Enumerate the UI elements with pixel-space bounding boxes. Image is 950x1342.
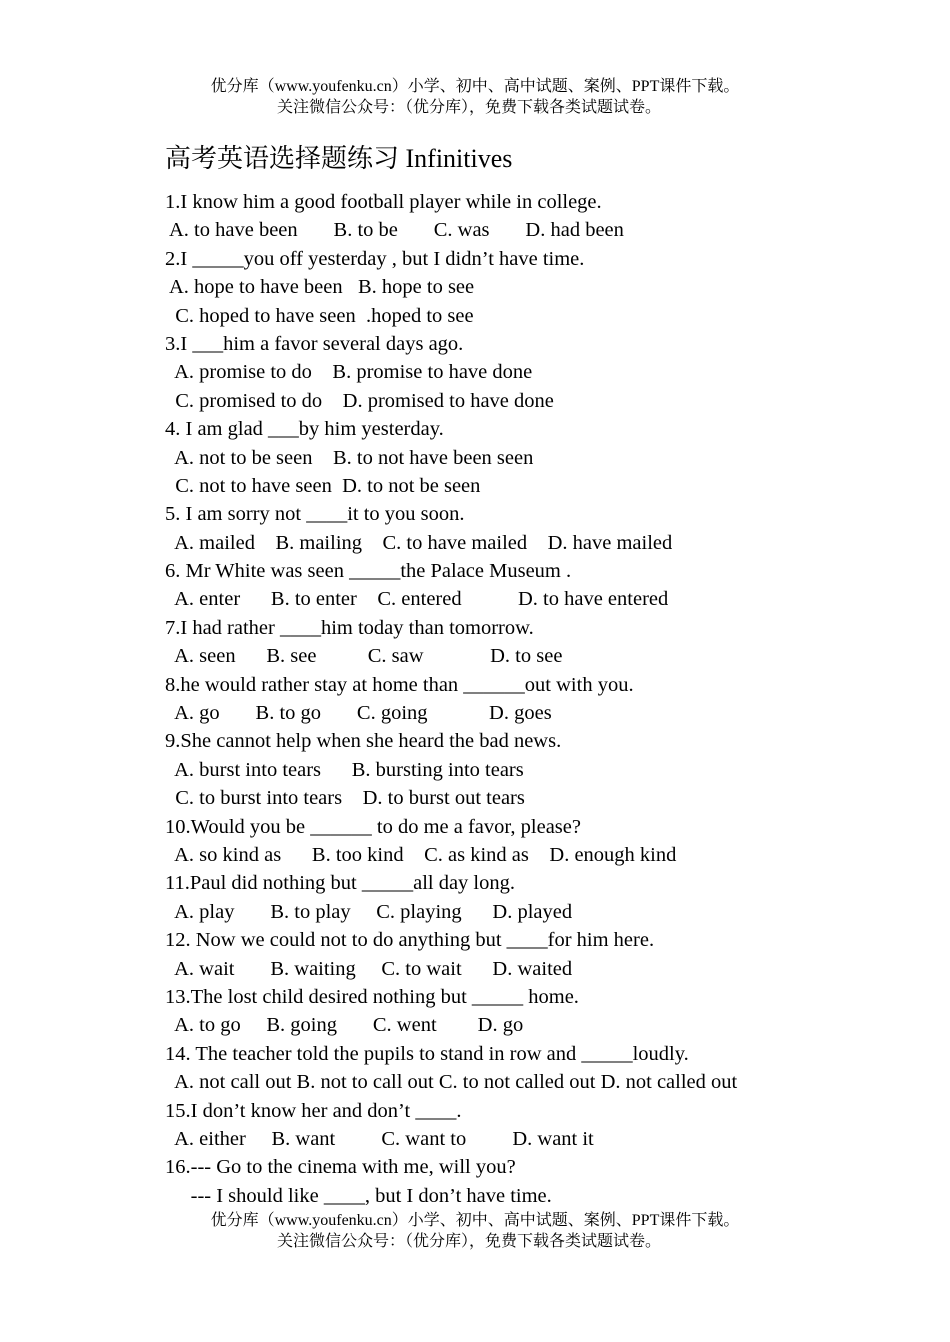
options-9b: C. to burst into tears D. to burst out tears <box>165 787 525 810</box>
options-3b: C. promised to do D. promised to have done <box>165 389 554 412</box>
options-10: A. so kind as B. too kind C. as kind as D. enough kind <box>165 843 677 866</box>
question-13: 13.The lost child desired nothing but _____ home. <box>165 985 579 1008</box>
options-6: A. enter B. to enter C. entered D. to have entered <box>165 588 669 611</box>
question-3: 3.I ___him a favor several days ago. <box>165 332 464 355</box>
question-2: 2.I _____you off yesterday , but I didn’t have time. <box>165 247 585 270</box>
options-14: A. not call out B. not to call out C. to not called out D. not called out <box>165 1071 738 1094</box>
question-8: 8.he would rather stay at home than ______out with you. <box>165 673 634 696</box>
options-2b: C. hoped to have seen .hoped to see <box>165 304 474 327</box>
question-1: 1.I know him a good football player while in college. <box>165 191 602 213</box>
question-16: 16.--- Go to the cinema with me, will you? <box>165 1156 516 1179</box>
header-line-2: 关注微信公众号：（优分库），免费下载各类试题试卷。 <box>276 99 661 116</box>
page-header <box>0 76 950 118</box>
options-12: A. wait B. waiting C. to wait D. waited <box>165 957 573 980</box>
options-1: A. to have been B. to be C. was D. had been <box>165 219 624 242</box>
question-12: 12. Now we could not to do anything but ____for him here. <box>165 929 655 952</box>
document-title: 高考英语选择题练习 Infinitives <box>165 144 513 173</box>
options-15: A. either B. want C. want to D. want it <box>165 1127 594 1150</box>
question-6: 6. Mr White was seen _____the Palace Museum . <box>165 560 572 583</box>
options-8: A. go B. to go C. going D. goes <box>165 702 552 725</box>
question-16-reply: --- I should like ____, but I don’t have time. <box>165 1184 552 1207</box>
options-11: A. play B. to play C. playing D. played <box>165 900 573 923</box>
options-5: A. mailed B. mailing C. to have mailed D. have mailed <box>165 531 673 554</box>
question-7: 7.I had rather ____him today than tomorrow. <box>165 616 534 639</box>
options-4b: C. not to have seen D. to not be seen <box>165 474 481 497</box>
options-7: A. seen B. see C. saw D. to see <box>165 645 563 668</box>
footer-line-1: 优分库（www.youfenku.cn）小学、初中、高中试题、案例、PPT课件下载。 <box>210 1212 740 1229</box>
question-15: 15.I don’t know her and don’t ____. <box>165 1099 462 1122</box>
question-11: 11.Paul did nothing but _____all day long. <box>165 872 516 895</box>
options-13: A. to go B. going C. went D. go <box>165 1014 524 1037</box>
exercise-content <box>165 188 865 1210</box>
question-10: 10.Would you be ______ to do me a favor, please? <box>165 815 581 838</box>
options-3a: A. promise to do B. promise to have done <box>165 361 533 384</box>
footer-line-2: 关注微信公众号：（优分库），免费下载各类试题试卷。 <box>276 1233 661 1250</box>
options-2a: A. hope to have been B. hope to see <box>165 276 475 299</box>
question-4: 4. I am glad ___by him yesterday. <box>165 418 444 441</box>
question-9: 9.She cannot help when she heard the bad news. <box>165 730 562 753</box>
options-4a: A. not to be seen B. to not have been seen <box>165 446 534 469</box>
options-9a: A. burst into tears B. bursting into tears <box>165 758 524 781</box>
question-14: 14. The teacher told the pupils to stand in row and _____loudly. <box>165 1042 689 1065</box>
question-5: 5. I am sorry not ____it to you soon. <box>165 503 465 526</box>
header-line-1: 优分库（www.youfenku.cn）小学、初中、高中试题、案例、PPT课件下载。 <box>210 78 740 95</box>
page-footer <box>0 1210 950 1252</box>
